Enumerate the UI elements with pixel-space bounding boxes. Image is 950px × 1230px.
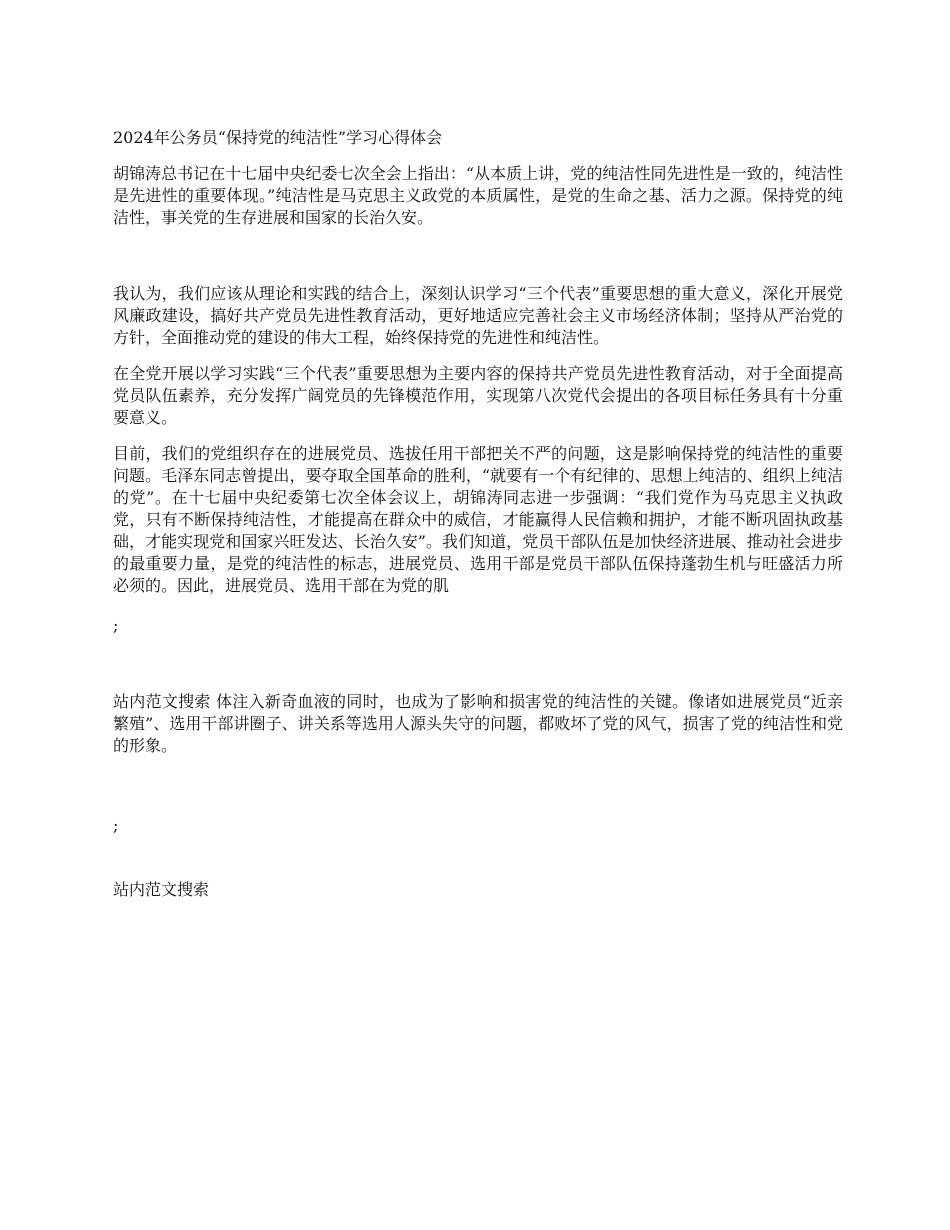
spacer <box>113 243 843 283</box>
spacer <box>113 637 843 691</box>
separator-1: ; <box>113 616 119 635</box>
spacer <box>113 837 843 879</box>
paragraph-1: 胡锦涛总书记在十七届中央纪委七次全会上指出：“从本质上讲，党的纯洁性同先进性是一致的，纯洁性是先进性的重要体现。”纯洁性是马克思主义政党的本质属性，是党的生命之基、活力之源。保持党的纯洁性，事关党的生存进展和国家的长治久安。 <box>113 164 843 227</box>
paragraph-4: 目前，我们的党组织存在的进展党员、选拔任用干部把关不严的问题，这是影响保持党的纯洁性的重要问题。毛泽东同志曾提出，要夺取全国革命的胜利，“就要有一个有纪律的、思想上纯洁的、组织上纯洁的党”。在十七届中央纪委第七次全体会议上，胡锦涛同志进一步强调：“我们党作为马克思主义执政党，只有不断保持纯洁性，才能提高在群众中的威信，才能赢得人民信赖和拥护，才能不断巩固执政基础，才能实现党和国家兴旺发达、长治久安”。我们知道，党员干部队伍是加快经济进展、推动社会进步的最重要力量，是党的纯洁性的标志，进展党员、选用干部是党员干部队伍保持蓬勃生机与旺盛活力所必须的。因此，进展党员、选用干部在为党的肌 <box>113 444 843 595</box>
document-title: 2024年公务员“保持党的纯洁性”学习心得体会 <box>113 128 443 147</box>
paragraph-2: 我认为，我们应该从理论和实践的结合上，深刻认识学习“三个代表”重要思想的重大意义，深化开展党风廉政建设，搞好共产党员先进性教育活动，更好地适应完善社会主义市场经济体制；坚持从严治党的方针，全面推动党的建设的伟大工程，始终保持党的先进性和纯洁性。 <box>113 284 843 347</box>
spacer <box>113 597 843 615</box>
paragraph-3: 在全党开展以学习实践“三个代表”重要思想为主要内容的保持共产党员先进性教育活动，对于全面提高党员队伍素养，充分发挥广阔党员的先锋模范作用，实现第八次党代会提出的各项目标任务具有十分重要意义。 <box>113 364 843 427</box>
document-body <box>113 127 843 901</box>
spacer <box>113 757 843 815</box>
paragraph-5: 站内范文搜索 体注入新奇血液的同时，也成为了影响和损害党的纯洁性的关键。像诸如进展党员“近亲繁殖”、选用干部讲圈子、讲关系等选用人源头失守的问题，都败坏了党的风气，损害了党的纯洁性和党的形象。 <box>113 692 843 755</box>
footer-search-link[interactable]: 站内范文搜索 <box>113 880 210 899</box>
separator-2: ; <box>113 816 119 835</box>
